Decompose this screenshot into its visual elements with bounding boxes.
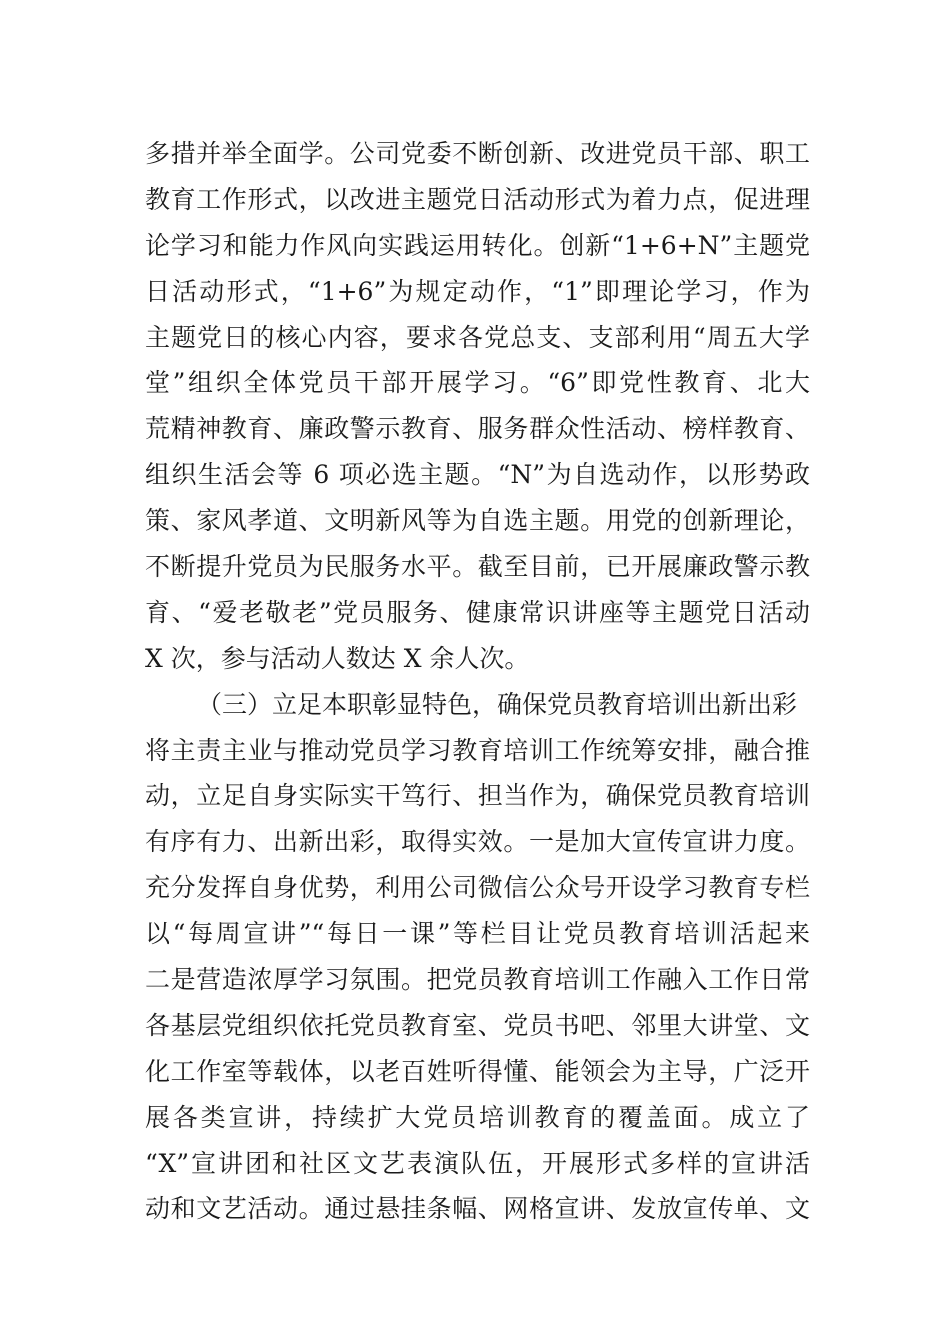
text-line: 展各类宣讲，持续扩大党员培训教育的覆盖面。成立了 (145, 1102, 810, 1132)
text-line: 将主责主业与推动党员学习教育培训工作统筹安排，融合推 (145, 735, 810, 765)
text-line: 各基层党组织依托党员教育室、党员书吧、邻里大讲堂、文 (145, 1010, 810, 1040)
text-line: 多措并举全面学。公司党委不断创新、改进党员干部、职工 (145, 139, 810, 168)
paragraph-last-line: X 次，参与活动人数达 X 余人次。 (145, 643, 530, 673)
text-line: 动和文艺活动。通过悬挂条幅、网格宣讲、发放宣传单、文 (145, 1194, 810, 1224)
text-line: 策、家风孝道、文明新风等为自选主题。用党的创新理论， (145, 506, 810, 536)
text-line: 动，立足自身实际实干笃行、担当作为，确保党员教育培训 (145, 781, 810, 811)
text-line: 不断提升党员为民服务水平。截至目前，已开展廉政警示教 (145, 552, 810, 582)
text-line: 教育工作形式，以改进主题党日活动形式为着力点，促进理 (145, 184, 810, 214)
text-line: 主题党日的核心内容，要求各党总支、支部利用“周五大学 (145, 322, 810, 352)
text-line: 论学习和能力作风向实践运用转化。创新“1+6+N”主题党 (145, 230, 810, 260)
text-line: 化工作室等载体，以老百姓听得懂、能领会为主导，广泛开 (145, 1056, 810, 1086)
body-text (145, 131, 810, 1232)
text-line: 以“每周宣讲”“每日一课”等栏目让党员教育培训活起来 (145, 919, 810, 949)
text-line: 荒精神教育、廉政警示教育、服务群众性活动、榜样教育、 (145, 414, 810, 444)
text-line: “X”宣讲团和社区文艺表演队伍，开展形式多样的宣讲活 (145, 1148, 810, 1178)
text-line: 有序有力、出新出彩，取得实效。一是加大宣传宣讲力度。 (145, 827, 810, 857)
text-line: 育、“爱老敬老”党员服务、健康常识讲座等主题党日活动 (145, 597, 810, 627)
text-line: 二是营造浓厚学习氛围。把党员教育培训工作融入工作日常 (145, 965, 810, 995)
text-line: 组织生活会等 6 项必选主题。“N”为自选动作，以形势政 (145, 460, 810, 490)
text-line: 充分发挥自身优势，利用公司微信公众号开设学习教育专栏 (145, 873, 810, 903)
text-line: 日活动形式，“1+6”为规定动作，“1”即理论学习，作为 (145, 276, 810, 306)
text-line: 堂”组织全体党员干部开展学习。“6”即党性教育、北大 (145, 368, 810, 398)
section-heading: （三）立足本职彰显特色，确保党员教育培训出新出彩 (197, 689, 798, 719)
